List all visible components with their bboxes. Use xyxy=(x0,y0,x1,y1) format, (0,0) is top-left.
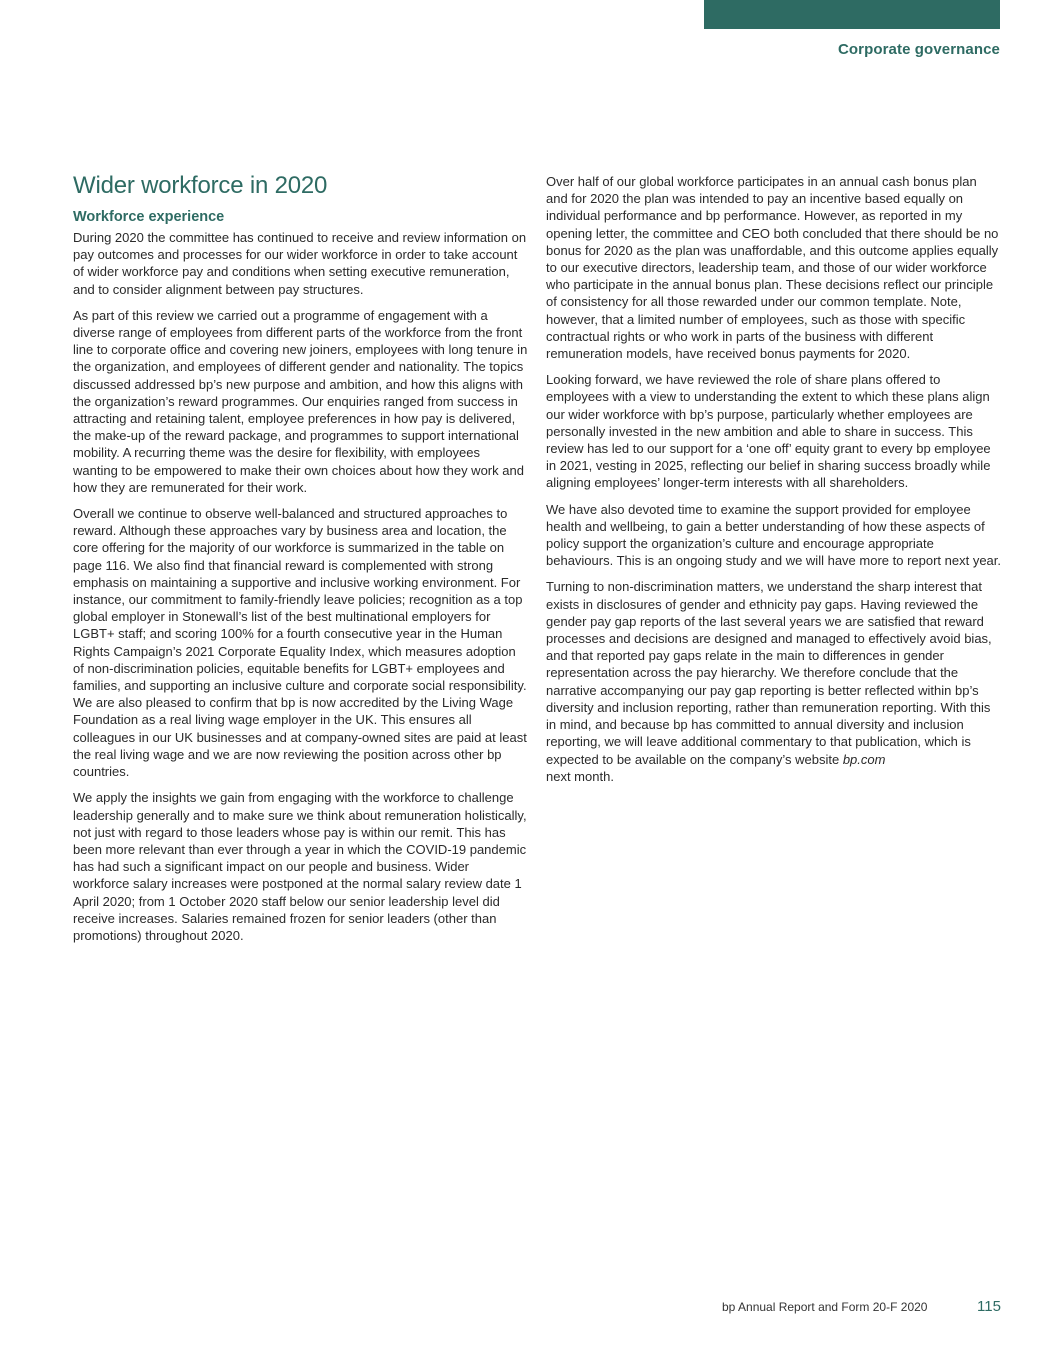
paragraph: Looking forward, we have reviewed the role of share plans offered to employees with a view to understanding the extent to which these plans align our wider workforce with bp’s purpose, particularly whether employees are personally invested in the new ambition and able to share in success. This review has led to our support for a ‘one off’ equity grant to every bp employee in 2021, vesting in 2025, reflecting our belief in sharing success broadly while aligning employees’ longer-term interests with all shareholders. xyxy=(546,372,991,491)
paragraph-text: Turning to non-discrimination matters, we understand the sharp interest that exists in disclosures of gender and ethnicity pay gaps. Having reviewed the gender pay gap reports of the last several years we are satisfied that reward processes and decisions are designed and managed to effectively avoid bias, and that reported pay gaps relate in the main to differences in gender representation across the pay hierarchy. We therefore conclude that the narrative accompanying our pay gap reporting is better reflected within bp’s diversity and inclusion reporting, rather than remuneration reporting. With this in mind, and because bp has committed to annual diversity and inclusion reporting, we will leave additional commentary to that publication, which is expected to be available on the company’s website xyxy=(546,579,992,767)
paragraph: During 2020 the committee has continued to receive and review information on pay outcomes and processes for our wider workforce in order to take account of wider workforce pay and conditions when setting executive remuneration, and to consider alignment between pay structures. xyxy=(73,230,527,297)
page-title: Wider workforce in 2020 xyxy=(73,172,328,199)
footer-report-title: bp Annual Report and Form 20-F 2020 xyxy=(722,1300,928,1314)
paragraph: Overall we continue to observe well-balanced and structured approaches to reward. Although these approaches vary by business area and location, the core offering for the majority of our workforce is summarized in the table on page 116. We also find that financial reward is complemented with strong emphasis on maintaining a supportive and inclusive working environment. For instance, our commitment to family-friendly leave policies; recognition as a top global employer in Stonewall’s list of the best multinational employers for LGBT+ staff; and scoring 100% for a fourth consecutive year in the Human Rights Campaign’s 2021 Corporate Equality Index, which measures adoption of non-discrimination policies, equitable benefits for LGBT+ employees and families, and supporting an inclusive culture and corporate social responsibility. We are also pleased to confirm that bp is now accredited by the Living Wage Foundation as a real living wage employer in the UK. This ensures all colleagues in our UK businesses and at company-owned sites are paid at least the real living wage and we are now reviewing the position across other bp countries. xyxy=(73,506,527,780)
paragraph: Over half of our global workforce participates in an annual cash bonus plan and for 2020 the plan was intended to pay an incentive based equally on individual performance and bp performance. However, as reported in my opening letter, the committee and CEO both concluded that there should be no bonus for 2020 as the plan was unaffordable, and this outcome applies equally to our executive directors, leadership team, and those of our wider workforce who participate in the annual bonus plan. These decisions reflect our principle of consistency for all those rewarded under our common template. Note, however, that a limited number of employees, such as those with specific contractual rights or who work in parts of the business with different remuneration models, have received bonus payments for 2020. xyxy=(546,174,999,362)
paragraph: We have also devoted time to examine the support provided for employee health and wellbeing, to gain a better understanding of how these aspects of policy support the organization’s culture and encourage appropriate behaviours. This is an ongoing study and we will have more to report next year. xyxy=(546,501,1002,569)
section-label: Corporate governance xyxy=(837,41,1000,58)
website-link[interactable]: bp.com xyxy=(842,751,886,767)
subheading: Workforce experience xyxy=(73,209,225,225)
header-accent-bar xyxy=(704,0,1000,29)
left-column xyxy=(73,172,528,953)
paragraph: We apply the insights we gain from engaging with the workforce to challenge leadership generally and to make sure we think about remuneration holistically, not just with regard to those leaders whose pay is within our remit. This has been more relevant than ever through a year in which the COVID-19 pandemic has had such a significant impact on our people and business. Wider workforce salary increases were postponed at the normal salary review date 1 April 2020; from 1 October 2020 staff below our senior leadership level did receive increases. Salaries remained frozen for senior leaders (other than promotions) throughout 2020. xyxy=(73,790,527,943)
paragraph xyxy=(546,578,1001,784)
right-column xyxy=(546,173,1001,794)
page-number: 115 xyxy=(977,1298,1001,1315)
paragraph: As part of this review we carried out a programme of engagement with a diverse range of employees from different parts of the workforce from the front line to corporate office and covering new joiners, employees with long tenure in the organization, and employees of different gender and nationality. The topics discussed addressed bp’s new purpose and ambition, and how this aligns with the organization’s reward programmes. Our enquiries ranged from success in attracting and retaining talent, employee preferences in how pay is delivered, the make-up of the reward package, and programmes to support international mobility. A recurring theme was the desire for flexibility, with employees wanting to be empowered to make their own choices about how they work and how they are remunerated for their work. xyxy=(73,307,528,495)
paragraph-end: next month. xyxy=(546,768,614,784)
